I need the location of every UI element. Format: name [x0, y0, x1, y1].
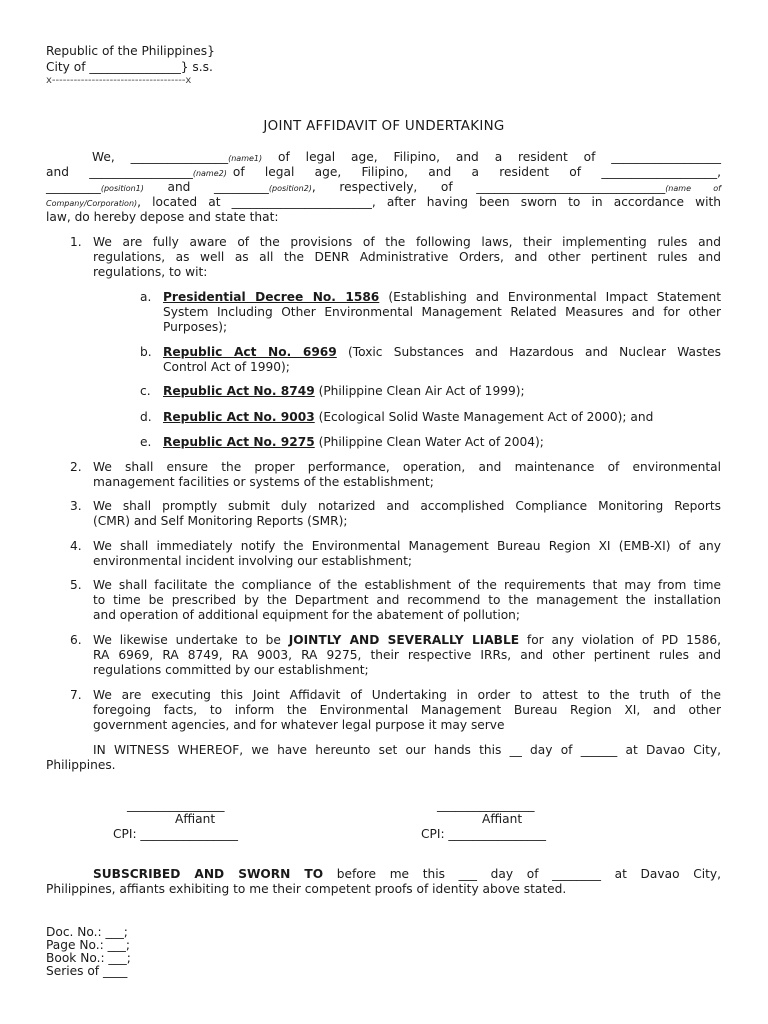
affiant-2-label: Affiant — [482, 812, 523, 826]
position1-blank: _________ — [46, 180, 101, 194]
item-1-number: 1. — [70, 235, 82, 249]
intro-line-2 — [46, 165, 721, 181]
sub-b-letter: b. — [140, 345, 152, 359]
affiant-1-cpi: CPI: ________________ — [113, 827, 238, 841]
sub-c-desc: (Philippine Clean Air Act of 1999); — [314, 384, 525, 398]
intro-line-3-rest: , respectively, of _______________________________ — [311, 180, 666, 194]
affiant-2-cpi: CPI: ________________ — [421, 827, 546, 841]
sub-d-desc: (Ecological Solid Waste Management Act of 2000); and — [314, 410, 654, 424]
law-ra-8749: Republic Act No. 8749 — [163, 384, 315, 398]
item-1-line-3: regulations, to wit: — [93, 265, 208, 279]
notary-book-no: Book No.: ___; — [46, 951, 131, 965]
item-4-number: 4. — [70, 539, 82, 553]
witness-line-2: Philippines. — [46, 758, 116, 772]
item-5-line-1: We shall facilitate the compliance of the establishment of the requirements that may from time — [93, 578, 721, 592]
jurat-rest: before me this ___ day of ________ at Davao City, — [323, 867, 721, 881]
sub-b-line-2: Control Act of 1990); — [163, 360, 290, 374]
item-2-line-2: management facilities or systems of the establishment; — [93, 475, 434, 489]
intro-and: and _________________ — [46, 165, 193, 179]
sub-a-letter: a. — [140, 290, 152, 304]
intro-line-3 — [46, 180, 721, 196]
sub-d-line-1 — [163, 410, 653, 425]
intro-line-4-rest: , located at _______________________, after having been sworn to in accordance with — [137, 195, 721, 209]
sub-a-line-3: Purposes); — [163, 320, 228, 334]
sub-e-line-1 — [163, 435, 544, 450]
law-ra-9275: Republic Act No. 9275 — [163, 435, 315, 449]
affiant-1-label: Affiant — [175, 812, 216, 826]
sub-b-desc: (Toxic Substances and Hazardous and Nuclear Wastes — [336, 345, 721, 359]
header-separator: x-------------------------------------x — [46, 75, 192, 86]
intro-line-5: law, do hereby depose and state that: — [46, 210, 279, 224]
jurat-line-2: Philippines, affiants exhibiting to me their competent proofs of identity above stated. — [46, 882, 567, 896]
law-ra-6969: Republic Act No. 6969 — [163, 345, 337, 359]
intro-line-4 — [46, 195, 721, 211]
item-2-line-1: We shall ensure the proper performance, operation, and maintenance of environmental — [93, 460, 721, 474]
position2-hint: (position2) — [268, 184, 312, 193]
item-6-line-2: RA 6969, RA 8749, RA 9003, RA 9275, their respective IRRs, and other pertinent rules and — [93, 648, 721, 662]
item-3-line-2: (CMR) and Self Monitoring Reports (SMR); — [93, 514, 348, 528]
document-title: JOINT AFFIDAVIT OF UNDERTAKING — [263, 119, 505, 134]
item-7-line-3: government agencies, and for whatever legal purpose it may serve — [93, 718, 505, 732]
item-7-number: 7. — [70, 688, 82, 702]
item-6-line-3: regulations committed by our establishment; — [93, 663, 369, 677]
sub-a-desc: (Establishing and Environmental Impact Statement — [379, 290, 721, 304]
item-6-lead: We likewise undertake to be — [93, 633, 289, 647]
item-1-line-1: We are fully aware of the provisions of the following laws, their implementing rules and — [93, 235, 721, 249]
jurat-subscribed: SUBSCRIBED AND SWORN TO — [93, 867, 324, 881]
item-3-line-1: We shall promptly submit duly notarized and accomplished Compliance Monitoring Reports — [93, 499, 721, 513]
sub-e-desc: (Philippine Clean Water Act of 2004); — [314, 435, 544, 449]
item-5-line-3: and operation of additional equipment for the abatement of pollution; — [93, 608, 521, 622]
item-5-line-2: to time be prescribed by the Department and recommend to the management the installation — [93, 593, 721, 607]
law-pd-1586: Presidential Decree No. 1586 — [163, 290, 380, 304]
item-6-line-1 — [93, 633, 721, 648]
item-6-tail: for any violation of PD 1586, — [519, 633, 721, 647]
affiant-2-signature-line: ________________ — [437, 798, 535, 812]
intro-line-1-rest: of legal age, Filipino, and a resident of __________________ — [262, 150, 721, 164]
header-republic: Republic of the Philippines} — [46, 44, 215, 58]
jurat-line-1 — [93, 867, 721, 882]
item-4-line-2: environmental incident involving our establishment; — [93, 554, 412, 568]
item-6-number: 6. — [70, 633, 82, 647]
company-hint-a: (name of — [665, 184, 721, 193]
affiant-1-signature-line: ________________ — [127, 798, 225, 812]
item-4-line-1: We shall immediately notify the Environmental Management Bureau Region XI (EMB-XI) of any — [93, 539, 721, 553]
item-7-line-1: We are executing this Joint Affidavit of Undertaking in order to attest to the truth of the — [93, 688, 721, 702]
witness-line-1: IN WITNESS WHEREOF, we have hereunto set our hands this __ day of ______ at Davao City, — [93, 743, 721, 757]
notary-series: Series of ____ — [46, 964, 128, 978]
position1-hint: (position1) — [100, 184, 144, 193]
item-6-liable: JOINTLY AND SEVERALLY LIABLE — [288, 633, 520, 647]
item-2-number: 2. — [70, 460, 82, 474]
sub-a-line-1 — [163, 290, 721, 305]
notary-doc-no: Doc. No.: ___; — [46, 925, 128, 939]
position2-blank: and _________ — [143, 180, 269, 194]
header-city: City of _______________} s.s. — [46, 60, 213, 74]
intro-line-1 — [46, 150, 721, 166]
item-1-line-2: regulations, as well as all the DENR Administrative Orders, and other pertinent rules and — [93, 250, 721, 264]
notary-page-no: Page No.: ___; — [46, 938, 130, 952]
sub-c-letter: c. — [140, 384, 151, 398]
intro-we: We, ________________ — [92, 150, 229, 164]
intro-line-2-rest: of legal age, Filipino, and a resident of ___________________, — [232, 165, 721, 179]
company-hint-b: Company/Corporation) — [46, 199, 138, 208]
item-7-line-2: foregoing facts, to inform the Environmental Management Bureau Region XI, and other — [93, 703, 721, 717]
law-ra-9003: Republic Act No. 9003 — [163, 410, 315, 424]
sub-c-line-1 — [163, 384, 525, 399]
sub-e-letter: e. — [140, 435, 152, 449]
item-5-number: 5. — [70, 578, 82, 592]
sub-a-line-2: System Including Other Environmental Management Related Measures and for other — [163, 305, 721, 319]
name2-hint: (name2) — [192, 169, 227, 178]
name1-hint: (name1) — [228, 154, 263, 163]
sub-b-line-1 — [163, 345, 721, 360]
sub-d-letter: d. — [140, 410, 152, 424]
item-3-number: 3. — [70, 499, 82, 513]
